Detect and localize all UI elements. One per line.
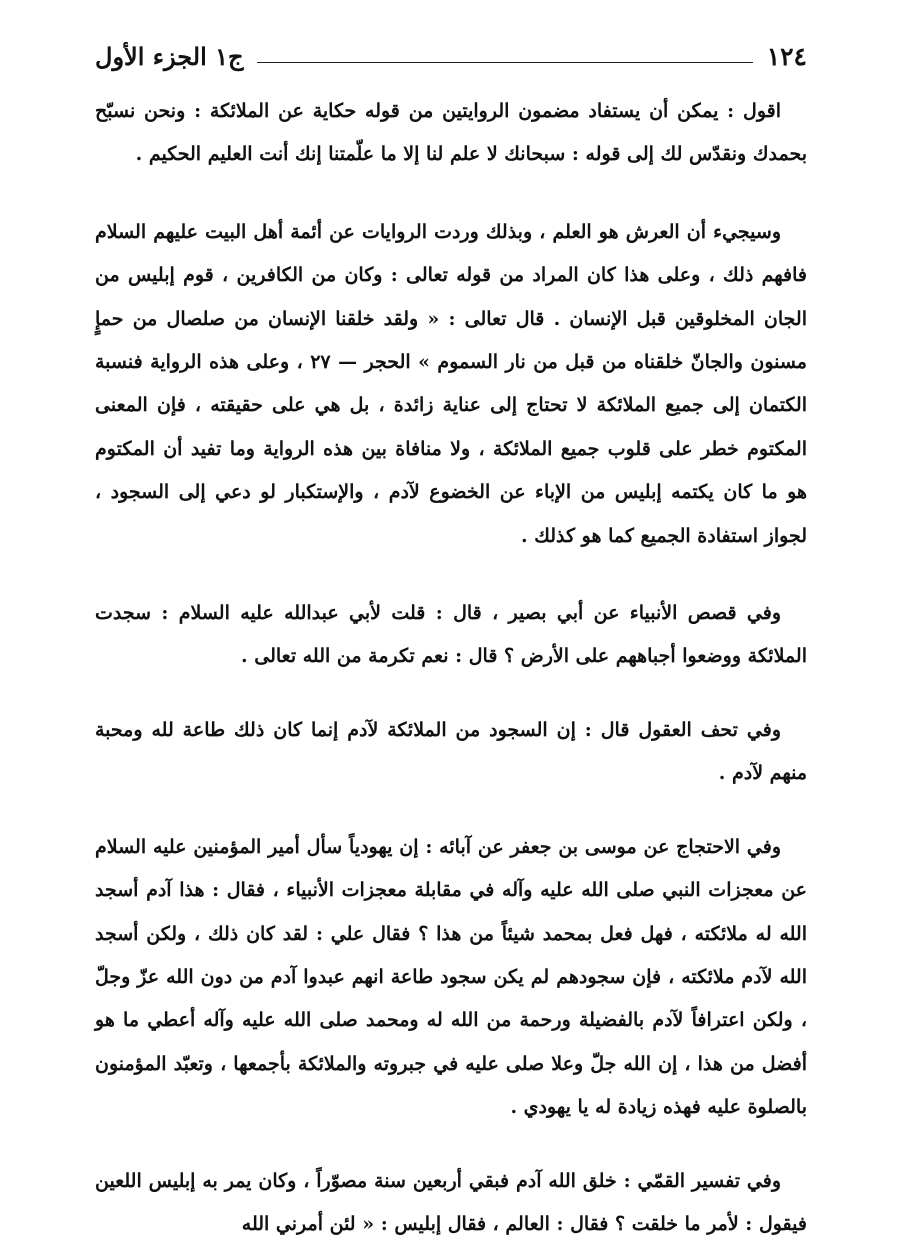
page-number: ١٢٤ (766, 41, 807, 71)
paragraph-gap (95, 177, 807, 211)
paragraph-gap (95, 796, 807, 826)
page-header (95, 28, 807, 84)
paragraph-1: اقول : يمكن أن يستفاد مضمون الروايتين من قوله حكاية عن الملائكة : ونحن نسبّح بحمدك ونقدّس لك إلى قوله : سبحانك لا علم لنا إلا ما علّمتنا إنك أنت العليم الحكيم . (95, 100, 807, 166)
paragraph-6: وفي تفسير القمّي : خلق الله آدم فبقي أربعين سنة مصوّراً ، وكان يمر به إبليس اللعين فيقول : لأمر ما خلقت ؟ فقال : العالم ، فقال إبليس : « لئن أمرني الله (95, 1169, 807, 1235)
paragraph-3: وفي قصص الأنبياء عن أبي بصير ، قال : قلت لأبي عبدالله عليه السلام : سجدت الملائكة ووضعوا أجباههم على الأرض ؟ قال : نعم تكرمة من الله تعالى . (95, 602, 807, 668)
header-rule (257, 62, 752, 63)
paragraph-gap (95, 1130, 807, 1160)
paragraph-2: وسيجيء أن العرش هو العلم ، وبذلك وردت الروايات عن أئمة أهل البيت عليهم السلام فافهم ذلك ، وعلى هذا كان المراد من قوله تعالى : وكان من الكافرين ، قوم إبليس من الجان المخلوقين قبل الإنسان . قال تعالى : « ولقد خلقنا الإنسان من صلصال من حمإٍ مسنون والجانّ خلقناه من قبل من نار السموم » الحجر — ٢٧ ، وعلى هذه الرواية فنسبة الكتمان إلى جميع الملائكة لا تحتاج إلى عناية زائدة ، بل هي على حقيقته ، فإن المعنى المكتوم خطر على قلوب جميع الملائكة ، ولا منافاة بين هذه الرواية وما تفيد أن المكتوم هو ما كان يكتمه إبليس من الإباء عن الخضوع لآدم ، والإستكبار لو دعي إلى السجود ، لجواز استفادة الجميع كما هو كذلك . (95, 220, 808, 547)
paragraph-gap (95, 679, 807, 709)
paragraph-4: وفي تحف العقول قال : إن السجود من الملائكة لآدم إنما كان ذلك طاعة لله ومحبة منهم لآدم . (95, 718, 807, 785)
volume-title: ج١ الجزء الأول (95, 41, 244, 71)
paragraph-gap (95, 558, 807, 592)
paragraph-5: وفي الاحتجاج عن موسى بن جعفر عن آبائه : إن يهودياً سأل أمير المؤمنين عليه السلام عن معجزات النبي صلى الله عليه وآله في مقابلة معجزات الأنبياء ، فقال : هذا آدم أسجد الله له ملائكته ، فهل فعل بمحمد شيئاً من هذا ؟ فقال علي : لقد كان ذلك ، ولكن أسجد الله لآدم ملائكته ، فإن سجودهم لم يكن سجود طاعة انهم عبدوا آدم من دون الله عزّ وجلّ ، ولكن اعترافاً لآدم بالفضيلة ورحمة من الله له ومحمد صلى الله عليه وآله أعطي ما هو أفضل من هذا ، إن الله جلّ وعلا صلى عليه في جبروته والملائكة بأجمعها ، وتعبّد المؤمنون بالصلوة عليه فهذه زيادة له يا يهودي . (95, 835, 807, 1119)
book-page (95, 28, 807, 1246)
